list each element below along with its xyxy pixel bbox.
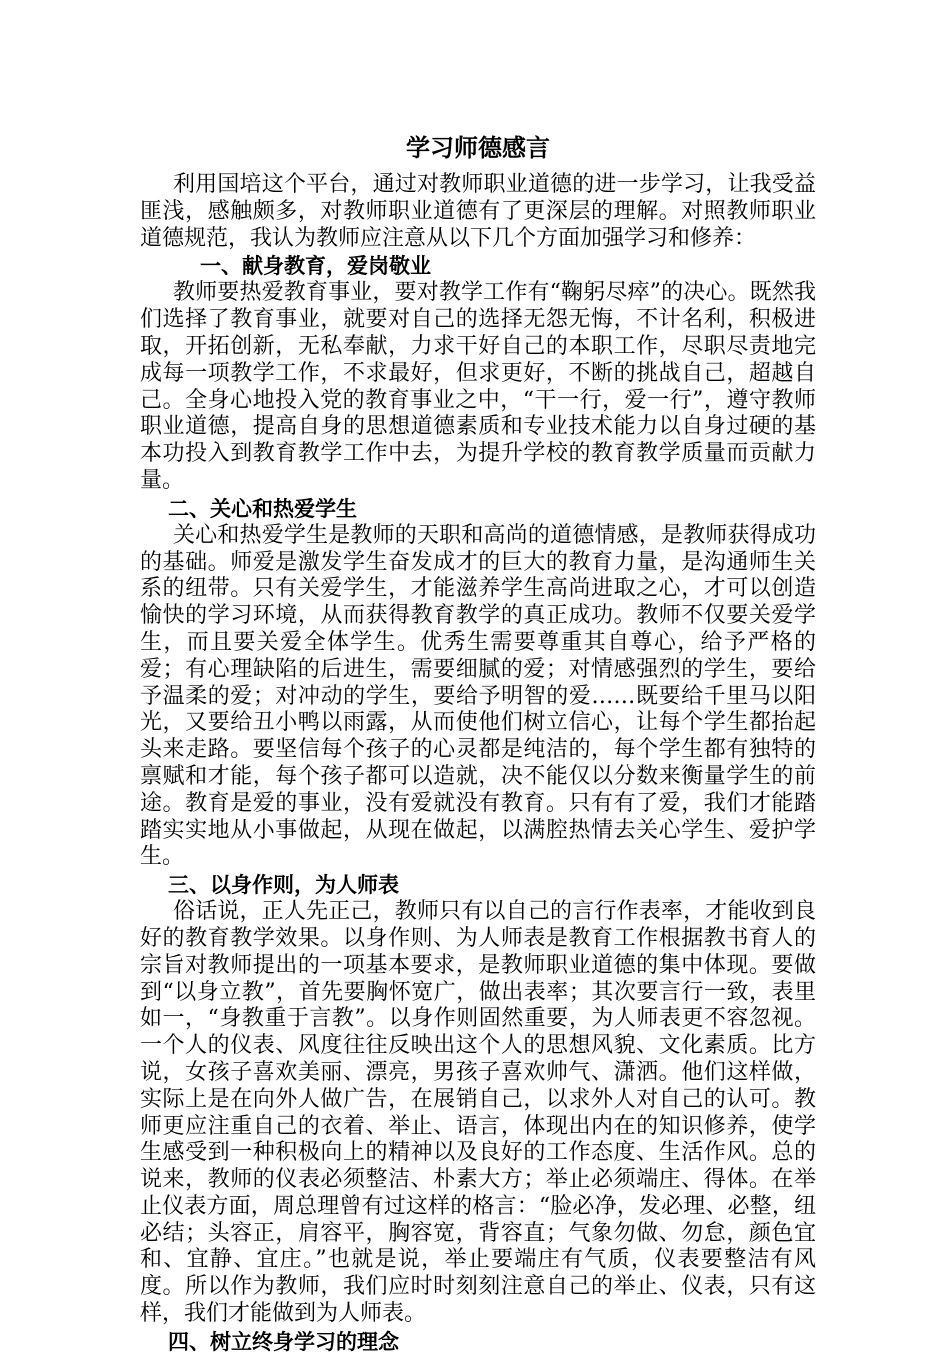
section-heading-2: 二、关心和热爱学生 bbox=[168, 496, 357, 521]
page-title: 学习师德感言 bbox=[406, 134, 550, 162]
section-heading-4: 四、树立终身学习的理念 bbox=[168, 1329, 399, 1354]
section-heading-3: 三、以身作则，为人师表 bbox=[168, 873, 399, 898]
intro-paragraph: 利用国培这个平台，通过对教师职业道德的进一步学习，让我受益匪浅，感触颇多，对教师职业道德有了更深层的理解。对照教师职业道德规范，我认为教师应注意从以下几个方面加强学习和修养： bbox=[140, 172, 816, 251]
section-body-2: 关心和热爱学生是教师的天职和高尚的道德情感，是教师获得成功的基础。师爱是激发学生奋发成才的巨大的教育力量，是沟通师生关系的纽带。只有关爱学生，才能滋养学生高尚进取之心，才可以创造愉快的学习环境，从而获得教育教学的真正成功。教师不仅要关爱学生，而且要关爱全体学生。优秀生需要尊重其自尊心，给予严格的爱；有心理缺陷的后进生，需要细腻的爱；对情感强烈的学生，要给予温柔的爱；对冲动的学生，要给予明智的爱……既要给千里马以阳光，又要给丑小鸭以雨露，从而使他们树立信心，让每个学生都抬起头来走路。要坚信每个孩子的心灵都是纯洁的，每个学生都有独特的禀赋和才能，每个孩子都可以造就，决不能仅以分数来衡量学生的前途。教育是爱的事业，没有爱就没有教育。只有有了爱，我们才能踏踏实实地从小事做起，从现在做起，以满腔热情去关心学生、爱护学生。 bbox=[140, 522, 816, 870]
document-page bbox=[140, 128, 816, 1356]
section-heading-1: 一、献身教育，爱岗敬业 bbox=[200, 254, 431, 279]
section-body-3: 俗话说，正人先正己，教师只有以自己的言行作表率，才能收到良好的教育教学效果。以身作则、为人师表是教育工作根据教书育人的宗旨对教师提出的一项基本要求，是教师职业道德的集中体现。要做到“以身立教”，首先要胸怀宽广，做出表率；其次要言行一致，表里如一，“身教重于言教”。以身作则固然重要，为人师表更不容忽视。一个人的仪表、风度往往反映出这个人的思想风貌、文化素质。比方说，女孩子喜欢美丽、漂亮，男孩子喜欢帅气、潇洒。他们这样做，实际上是在向外人做广告，在展销自己，以求外人对自己的认可。教师更应注重自己的衣着、举止、语言，体现出内在的知识修养，使学生感受到一种积极向上的精神以及良好的工作态度、生活作风。总的说来，教师的仪表必须整洁、朴素大方；举止必须端庄、得体。在举止仪表方面，周总理曾有过这样的格言：“脸必净，发必理、必整，纽必结；头容正，肩容平，胸容宽，背容直；气象勿做、勿怠，颜色宜和、宜静、宜庄。”也就是说，举止要端庄有气质，仪表要整洁有风度。所以作为教师，我们应时时刻刻注意自己的举止、仪表，只有这样，我们才能做到为人师表。 bbox=[140, 899, 816, 1327]
section-body-1: 教师要热爱教育事业，要对教学工作有“鞠躬尽瘁”的决心。既然我们选择了教育事业，就要对自己的选择无怨无悔，不计名利，积极进取，开拓创新，无私奉献，力求干好自己的本职工作，尽职尽责地完成每一项教学工作，不求最好，但求更好，不断的挑战自己，超越自己。全身心地投入党的教育事业之中，“干一行，爱一行”，遵守教师职业道德，提高自身的思想道德素质和专业技术能力以自身过硬的基本功投入到教育教学工作中去，为提升学校的教育教学质量而贡献力量。 bbox=[140, 280, 816, 493]
